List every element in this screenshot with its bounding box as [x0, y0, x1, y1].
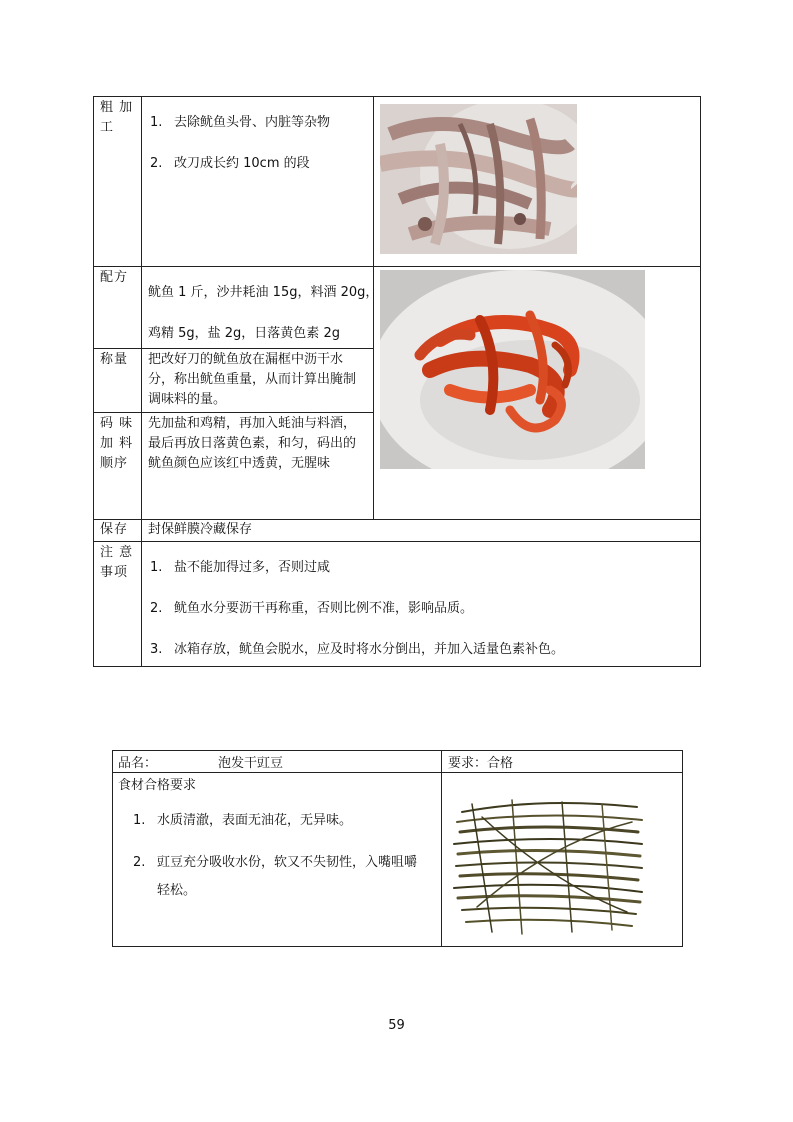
note-3: 3. 冰箱存放，鱿鱼会脱水，应及时将水分倒出，并加入适量色素补色。 — [150, 642, 565, 657]
quality-item-2-cont: 轻松。 — [157, 883, 197, 898]
recipe-line-2: 鸡精 5g，盐 2g，日落黄色素 2g — [148, 326, 340, 341]
quality-item-1: 1. 水质清澈，表面无油花，无异味。 — [133, 813, 353, 828]
marinating-text: 先加盐和鸡精，再加入蚝油与料酒，最后再放日落黄色素，和匀，码出的鱿鱼颜色应该红中透黄，无腥味 — [148, 416, 357, 471]
rough-step-1: 1. 去除鱿鱼头骨、内脏等杂物 — [150, 115, 331, 130]
weighing-label: 称量 — [100, 352, 129, 367]
storage-text: 封保鲜膜冷藏保存 — [148, 522, 253, 537]
page-number: 59 — [388, 1018, 405, 1033]
product-name-label: 品名： — [118, 756, 158, 771]
notes-label: 注 意 事项 — [100, 545, 134, 580]
weighing-text: 把改好刀的鱿鱼放在漏框中沥干水分，称出鱿鱼重量，从而计算出腌制调味料的量。 — [148, 352, 357, 407]
recipe-label: 配方 — [100, 270, 129, 285]
quality-requirements-title: 食材合格要求 — [118, 778, 197, 793]
raw-squid-photo — [380, 104, 577, 254]
quality-item-2: 2. 豇豆充分吸收水份，软又不失韧性，入嘴咀嚼 — [133, 855, 418, 870]
note-1: 1. 盐不能加得过多，否则过咸 — [150, 560, 331, 575]
product-name-value: 泡发干豇豆 — [218, 756, 284, 771]
recipe-line-1: 鱿鱼 1 斤，沙井耗油 15g，料酒 20g， — [148, 285, 379, 300]
rough-processing-label: 粗 加 工 — [100, 100, 134, 135]
dried-cowpea-photo — [452, 792, 644, 940]
requirement-label: 要求：合格 — [448, 756, 514, 771]
marinated-squid-photo — [380, 270, 645, 469]
rough-step-2: 2. 改刀成长约 10cm 的段 — [150, 156, 310, 171]
note-2: 2. 鱿鱼水分要沥干再称重，否则比例不准，影响品质。 — [150, 601, 474, 616]
marinating-label: 码 味 加 料 顺序 — [100, 416, 134, 471]
storage-label: 保存 — [100, 522, 129, 537]
